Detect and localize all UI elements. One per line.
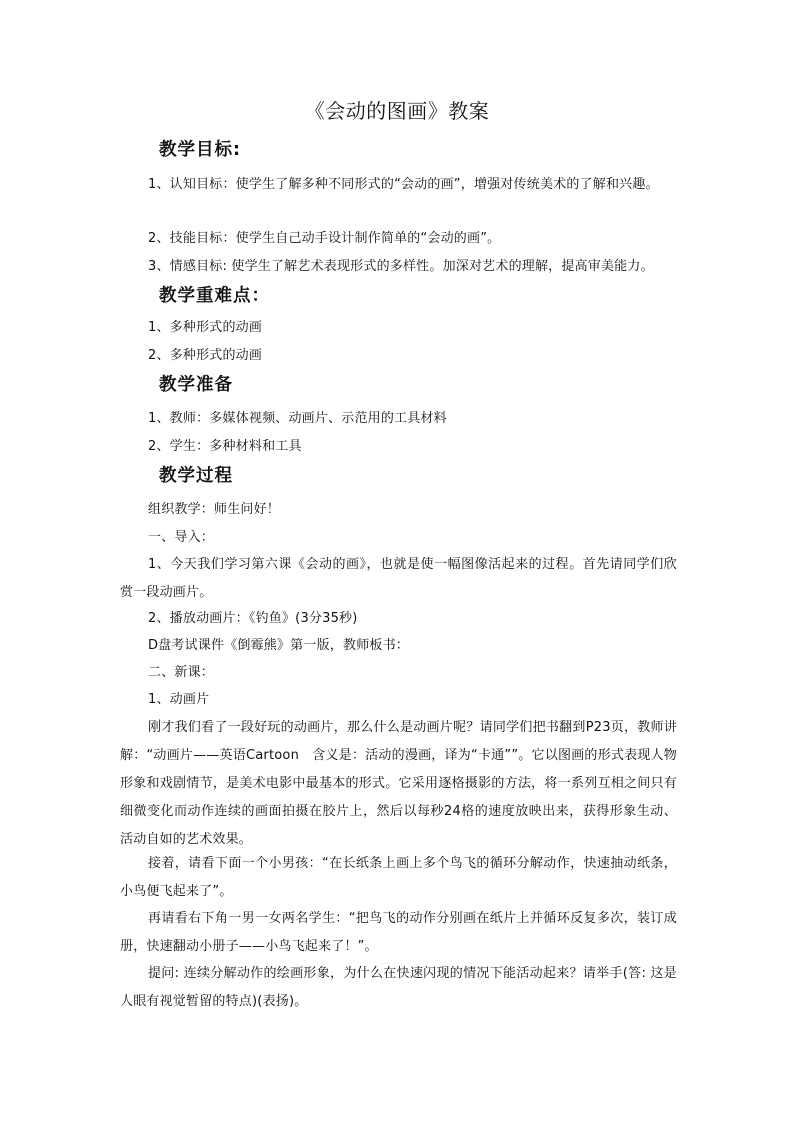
process-new-lesson-heading: 二、新课： (148, 665, 215, 680)
goal-emotion: 3、情感目标: 使学生了解艺术表现形式的多样性。加深对艺术的理解，提高审美能力。 (148, 259, 654, 274)
process-intro-heading: 一、导入： (148, 530, 215, 545)
process-intro-2: 2、播放动画片：《钓鱼》(3分35秒) (148, 611, 358, 626)
process-courseware-note: D盘考试课件《倒霉熊》第一版，教师板书： (148, 638, 410, 653)
process-greeting: 组织教学：师生问好！ (148, 502, 281, 517)
heading-key-points: 教学重难点： (159, 286, 270, 306)
process-cartoon-heading: 1、动画片 (148, 692, 210, 707)
heading-process: 教学过程 (159, 466, 233, 486)
prep-student: 2、学生：多种材料和工具 (148, 439, 302, 454)
process-students-example: 再请看右下角一男一女两名学生：“把鸟飞的动作分别画在纸片上并循环反复多次，装订成册，快速翻动小册子——小鸟飞起来了！”。 (120, 911, 677, 954)
heading-teaching-goals: 教学目标: (159, 140, 241, 160)
process-boy-example: 接着，请看下面一个小男孩：“在长纸条上画上多个鸟飞的循环分解动作，快速抽动纸条，小鸟便飞起来了”。 (120, 856, 677, 899)
heading-preparation: 教学准备 (159, 375, 233, 395)
key-point-1: 1、多种形式的动画 (148, 320, 263, 335)
process-intro-1: 1、今天我们学习第六课《会动的画》，也就是使一幅图像活起来的过程。首先请同学们欣赏一段动画片。 (120, 557, 677, 600)
process-question: 提问: 连续分解动作的绘画形象，为什么在快速闪现的情况下能活动起来？请举手(答: 这是人眼有视觉暂留的特点)(表扬)。 (120, 966, 677, 1009)
key-point-2: 2、多种形式的动画 (148, 348, 263, 363)
goal-cognitive: 1、认知目标：使学生了解多种不同形式的“会动的画”，增强对传统美术的了解和兴趣。 (148, 177, 659, 192)
goal-skill: 2、技能目标：使学生自己动手设计制作简单的“会动的画”。 (148, 231, 501, 246)
prep-teacher: 1、教师：多媒体视频、动画片、示范用的工具材料 (148, 411, 447, 426)
process-cartoon-explanation: 刚才我们看了一段好玩的动画片，那么什么是动画片呢？请同学们把书翻到P23页，教师讲解：“动画片——英语Cartoon 含义是：活动的漫画，译为“卡通””。它以图画的形式表现人物形象和戏剧情节，是美术电影中最基本的形式。它采用逐格摄影的方法，将一系列互相之间只有细微变化而动作连续的画面拍摄在胶片上，然后以每秒24格的速度放映出来，获得形象生动、活动自如的艺术效果。 (120, 720, 677, 847)
document-title: 《会动的图画》教案 (304, 99, 490, 123)
